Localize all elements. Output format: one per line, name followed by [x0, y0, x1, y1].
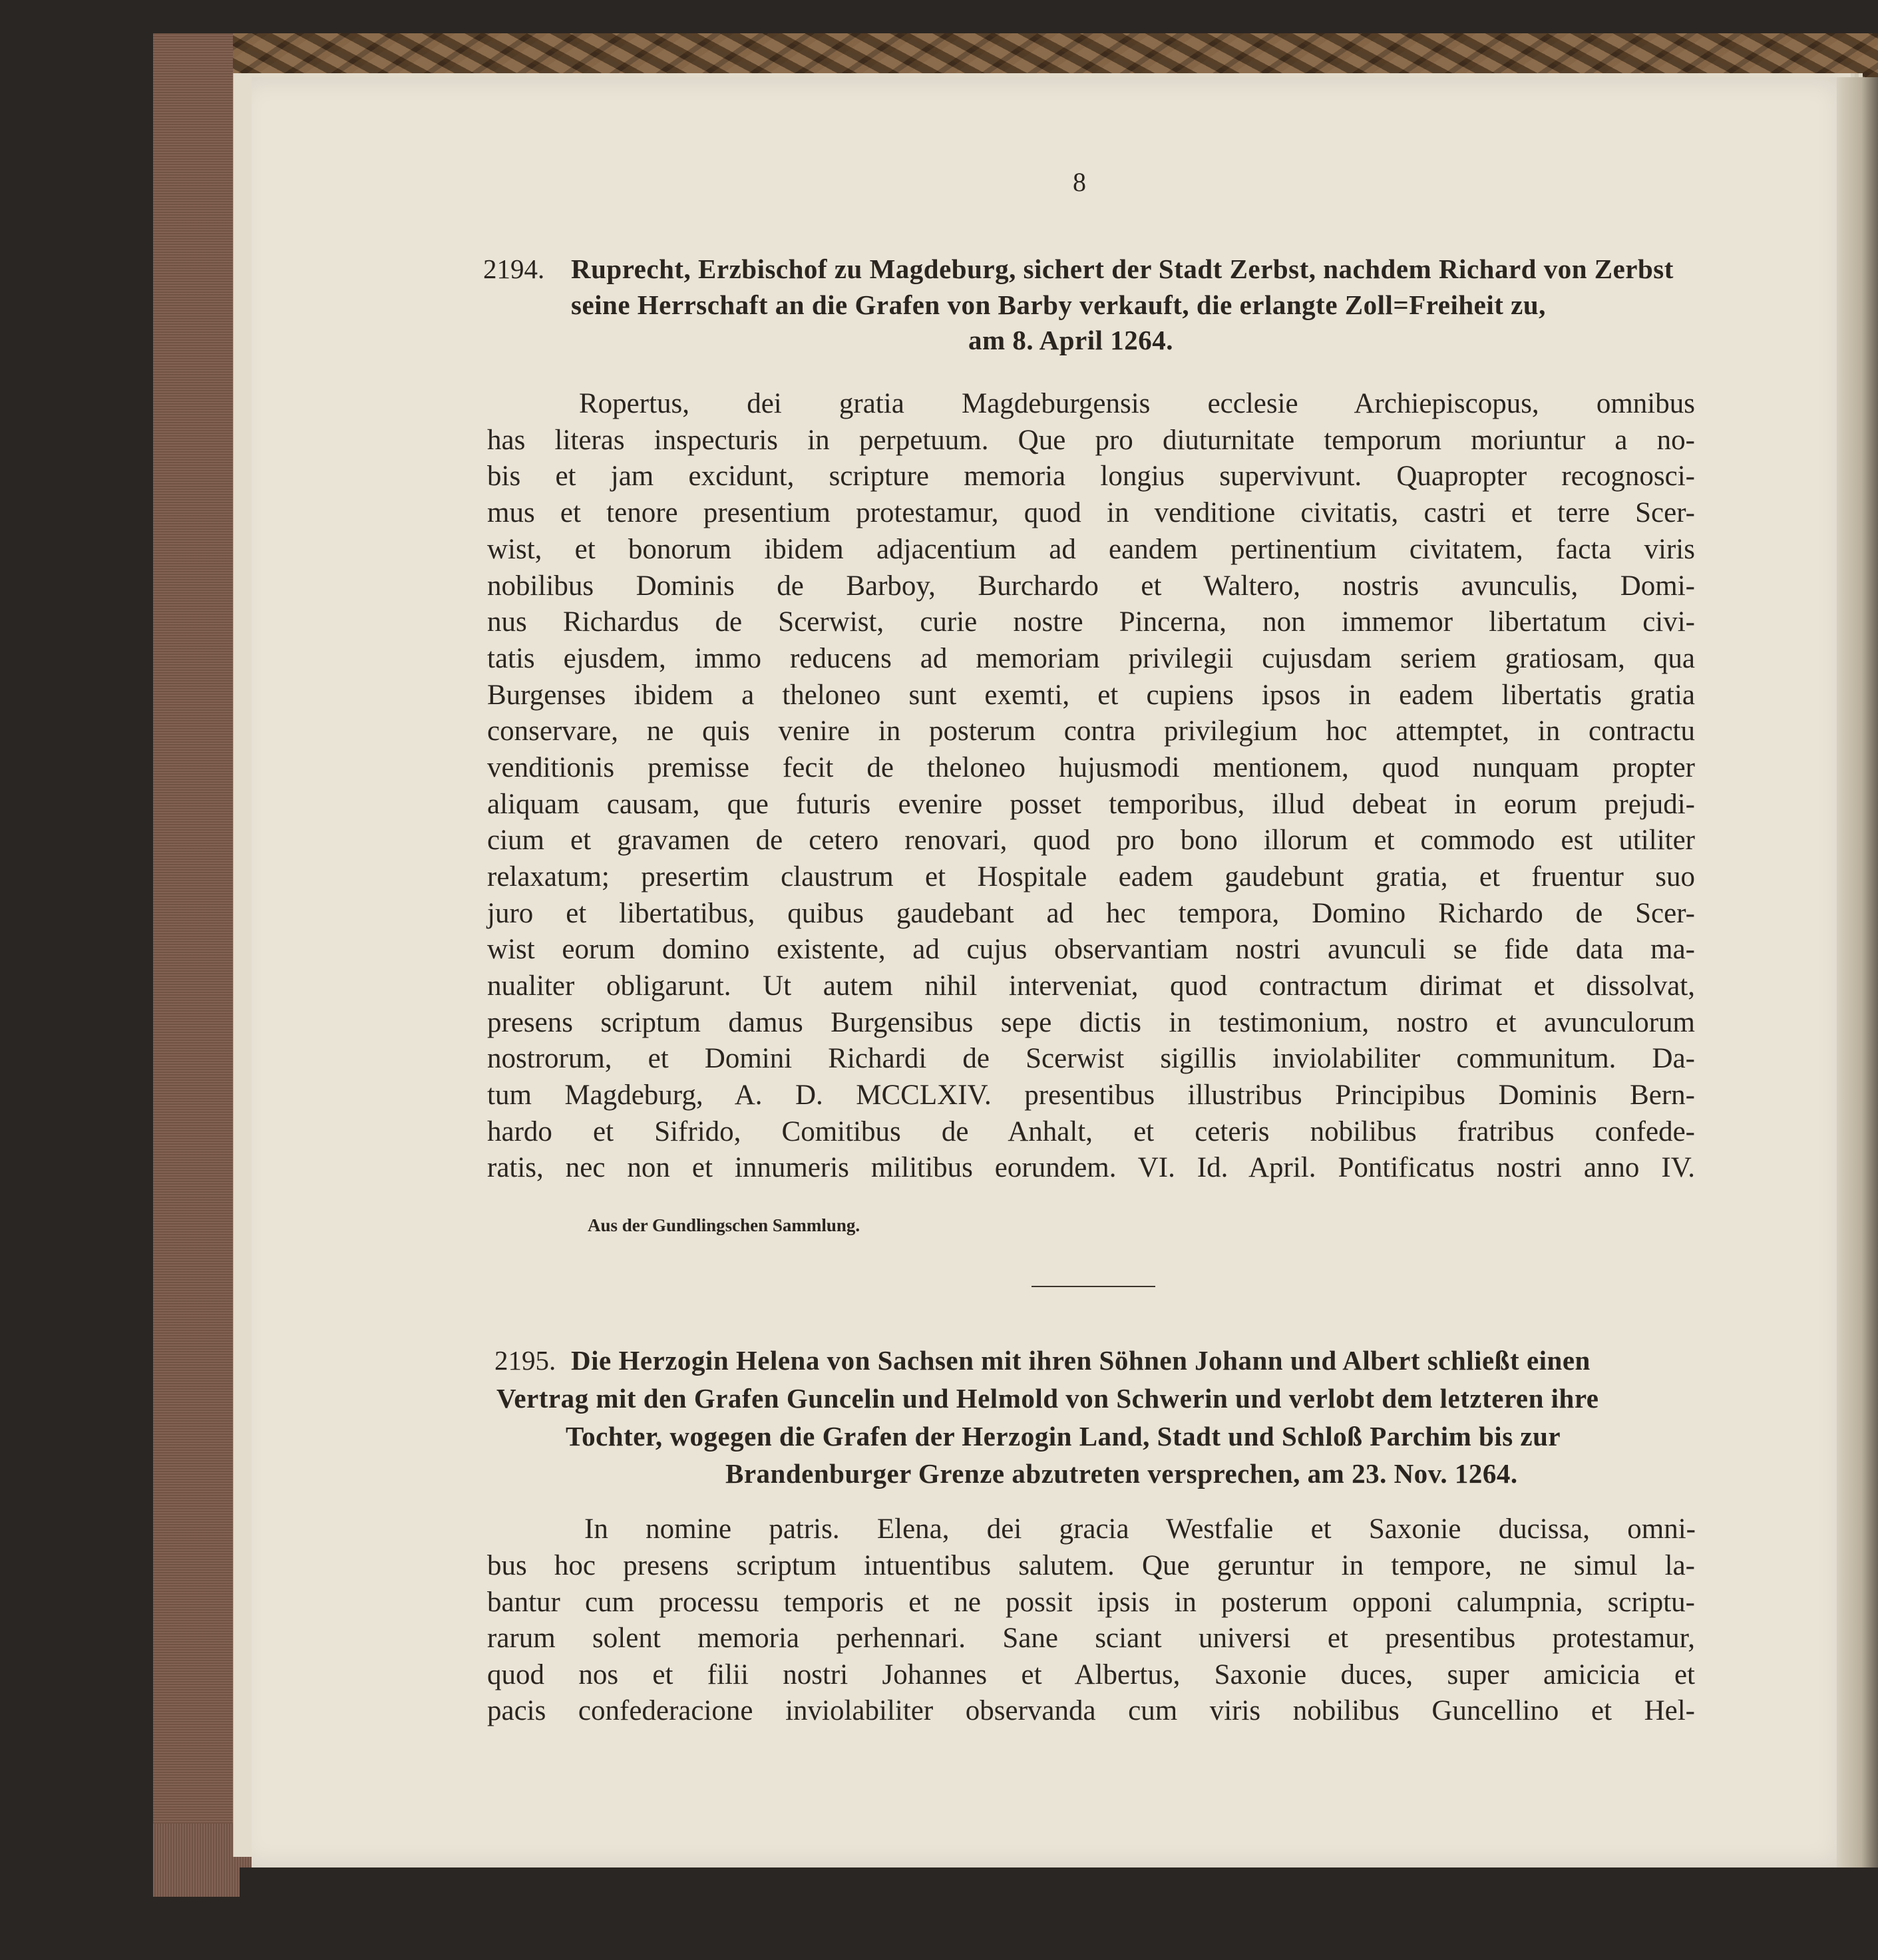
body-line: nobilibus Dominis de Barboy, Burchardo et Waltero, nostris avunculis, Domi- [487, 570, 1695, 602]
body-line: wist, et bonorum ibidem adjacentium ad eandem pertinentium civitatem, facta viris [487, 534, 1695, 565]
body-line: conservare, ne quis venire in posterum contra privilegium hoc attemptet, in contractu [487, 715, 1695, 747]
body-line: wist eorum domino existente, ad cujus observantiam nostri avunculi se fide data ma- [487, 934, 1695, 965]
body-line: presens scriptum damus Burgensibus sepe dictis in testimonium, nostro et avunculorum [487, 1007, 1695, 1038]
regest-line: Tochter, wogegen die Grafen der Herzogin Land, Stadt und Schloß Parchim bis zur [566, 1421, 1561, 1452]
body-line: quod nos et filii nostri Johannes et Albertus, Saxonie duces, super amicicia et [487, 1659, 1695, 1690]
body-line: bantur cum processu temporis et ne possit ipsis in posterum opponi calumpnia, scriptu- [487, 1587, 1695, 1618]
section-divider [1032, 1286, 1155, 1287]
body-line: cium et gravamen de cetero renovari, quod pro bono illorum et commodo est utiliter [487, 825, 1695, 856]
body-line: In nomine patris. Elena, dei gracia Westfalie et Saxonie ducissa, omni- [584, 1513, 1696, 1545]
regest-line: Vertrag mit den Grafen Guncelin und Helmold von Schwerin und verlobt dem letzteren ihre [496, 1383, 1599, 1414]
body-line: mus et tenore presentium protestamur, quod in venditione civitatis, castri et terre Scer- [487, 497, 1695, 528]
source-note: Aus der Gundlingschen Sammlung. [588, 1215, 860, 1235]
entry-number: 2195. [494, 1345, 556, 1376]
body-line: venditionis premisse fecit de theloneo hujusmodi mentionem, quod nunquam propter [487, 752, 1695, 783]
body-line: nus Richardus de Scerwist, curie nostre Pincerna, non immemor libertatum civi- [487, 606, 1695, 638]
body-line: nostrorum, et Domini Richardi de Scerwist sigillis inviolabiliter communitum. Da- [487, 1043, 1695, 1074]
body-line: bus hoc presens scriptum intuentibus salutem. Que geruntur in tempore, ne simul la- [487, 1550, 1695, 1581]
body-line: tum Magdeburg, A. D. MCCLXIV. presentibus illustribus Principibus Dominis Bern- [487, 1079, 1695, 1111]
body-line: nualiter obligarunt. Ut autem nihil interveniat, quod contractum dirimat et dissolvat, [487, 970, 1695, 1002]
entry-number: 2194. [483, 254, 545, 284]
page-number: 8 [1073, 167, 1086, 197]
regest-line: seine Herrschaft an die Grafen von Barby verkauft, die erlangte Zoll=Freiheit zu, [571, 290, 1546, 320]
page-fold-shadow [1837, 77, 1878, 1867]
regest-line: Die Herzogin Helena von Sachsen mit ihren Söhnen Johann und Albert schließt einen [571, 1345, 1591, 1376]
body-line: juro et libertatibus, quibus gaudebant ad hec tempora, Domino Richardo de Scer- [487, 898, 1695, 929]
body-line: Ropertus, dei gratia Magdeburgensis ecclesie Archiepiscopus, omnibus [579, 388, 1695, 419]
background-shadow [240, 1867, 1878, 1960]
body-line: ratis, nec non et innumeris militibus eorundem. VI. Id. April. Pontificatus nostri anno IV. [487, 1152, 1695, 1183]
cloth-spine [153, 33, 233, 1897]
body-line: relaxatum; presertim claustrum et Hospitale eadem gaudebunt gratia, et fruentur suo [487, 861, 1695, 892]
body-line: has literas inspecturis in perpetuum. Que pro diuturnitate temporum moriuntur a no- [487, 425, 1695, 456]
regest-line: am 8. April 1264. [968, 325, 1174, 355]
body-line: rarum solent memoria perhennari. Sane sciant universi et presentibus protestamur, [487, 1623, 1695, 1654]
body-line: Burgenses ibidem a theloneo sunt exemti, et cupiens ipsos in eadem libertatis gratia [487, 680, 1695, 711]
body-line: tatis ejusdem, immo reducens ad memoriam privilegii cujusdam seriem gratiosam, qua [487, 643, 1695, 674]
regest-line: Brandenburger Grenze abzutreten versprechen, am 23. Nov. 1264. [725, 1458, 1518, 1489]
body-line: aliquam causam, que futuris evenire posset temporibus, illud debeat in eorum prejudi- [487, 789, 1695, 820]
body-line: hardo et Sifrido, Comitibus de Anhalt, et ceteris nobilibus fratribus confede- [487, 1116, 1695, 1147]
regest-line: Ruprecht, Erzbischof zu Magdeburg, sichert der Stadt Zerbst, nachdem Richard von Zerbst [571, 254, 1674, 284]
body-line: bis et jam excidunt, scripture memoria longius supervivunt. Quapropter recognosci- [487, 461, 1695, 492]
body-line: pacis confederacione inviolabiliter observanda cum viris nobilibus Guncellino et Hel- [487, 1695, 1695, 1726]
